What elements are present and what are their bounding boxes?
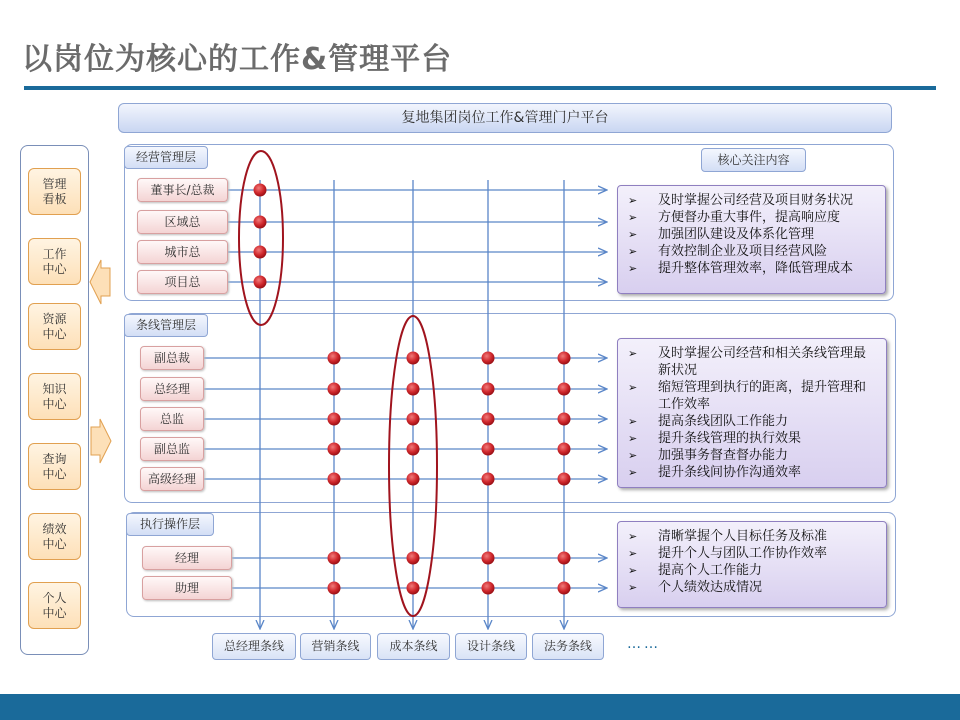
- focus-box-execution: [617, 521, 887, 608]
- more-lines-ellipsis: ……: [627, 636, 661, 652]
- intersection-dot: [482, 582, 495, 595]
- highlight-ellipse-exec-column: [239, 151, 283, 325]
- line-label-design[interactable]: 设计条线: [455, 633, 527, 660]
- intersection-dot: [407, 352, 420, 365]
- role-deputy-director[interactable]: 副总监: [140, 437, 204, 461]
- nav-item-work-center[interactable]: 工作 中心: [28, 238, 81, 285]
- intersection-dot: [482, 552, 495, 565]
- role-vice-president[interactable]: 副总裁: [140, 346, 204, 370]
- focus-item: ➢ 及时掌握公司经营和相关条线管理最新状况: [626, 345, 878, 379]
- intersection-dot: [482, 352, 495, 365]
- role-chairman[interactable]: 董事长/总裁: [137, 178, 228, 202]
- role-assistant[interactable]: 助理: [142, 576, 232, 600]
- intersection-dot: [558, 383, 571, 396]
- focus-box-line-management: [617, 338, 887, 488]
- intersection-dot: [328, 473, 341, 486]
- line-label-cost[interactable]: 成本条线: [377, 633, 450, 660]
- intersection-dot: [407, 473, 420, 486]
- focus-item: ➢ 个人绩效达成情况: [626, 579, 878, 596]
- nav-item-performance-center[interactable]: 绩效 中心: [28, 513, 81, 560]
- nav-item-personal-center[interactable]: 个人 中心: [28, 582, 81, 629]
- focus-item: ➢ 提升整体管理效率，降低管理成本: [626, 260, 877, 277]
- intersection-dot: [558, 473, 571, 486]
- layer-label-line-management: 条线管理层: [124, 314, 208, 337]
- intersection-dot: [407, 443, 420, 456]
- intersection-dot: [482, 473, 495, 486]
- intersection-dot: [254, 184, 267, 197]
- focus-item: ➢ 清晰掌握个人目标任务及标准: [626, 528, 878, 545]
- portal-header-bar: 复地集团岗位工作&管理门户平台: [118, 103, 892, 133]
- intersection-dot: [407, 582, 420, 595]
- intersection-dot: [407, 383, 420, 396]
- nav-item-query-center[interactable]: 查询 中心: [28, 443, 81, 490]
- footer-bar: [0, 694, 960, 720]
- focus-item: ➢ 加强事务督查督办能力: [626, 447, 878, 464]
- role-city-head[interactable]: 城市总: [137, 240, 228, 264]
- layer-label-execution: 执行操作层: [126, 513, 214, 536]
- focus-box-operations: [617, 185, 886, 294]
- focus-item: ➢ 缩短管理到执行的距离，提升管理和工作效率: [626, 379, 878, 413]
- intersection-dot: [558, 352, 571, 365]
- focus-item: ➢ 提高条线团队工作能力: [626, 413, 878, 430]
- focus-item: ➢ 提升个人与团队工作协作效率: [626, 545, 878, 562]
- intersection-dot: [558, 552, 571, 565]
- role-senior-manager[interactable]: 高级经理: [140, 467, 204, 491]
- focus-item: ➢ 提升条线间协作沟通效率: [626, 464, 878, 481]
- role-manager[interactable]: 经理: [142, 546, 232, 570]
- line-label-gm[interactable]: 总经理条线: [212, 633, 296, 660]
- focus-item: ➢ 加强团队建设及体系化管理: [626, 226, 877, 243]
- intersection-dot: [558, 582, 571, 595]
- role-regional-head[interactable]: 区域总: [137, 210, 228, 234]
- focus-item: ➢ 提升条线管理的执行效果: [626, 430, 878, 447]
- intersection-dot: [328, 443, 341, 456]
- intersection-dot: [558, 413, 571, 426]
- intersection-dot: [328, 413, 341, 426]
- layer-label-operations: 经营管理层: [124, 146, 208, 169]
- role-general-manager[interactable]: 总经理: [140, 377, 204, 401]
- intersection-dot: [254, 216, 267, 229]
- role-project-head[interactable]: 项目总: [137, 270, 228, 294]
- focus-item: ➢ 有效控制企业及项目经营风险: [626, 243, 877, 260]
- nav-item-knowledge-center[interactable]: 知识 中心: [28, 373, 81, 420]
- page-title: 以岗位为核心的工作&管理平台: [22, 42, 453, 77]
- intersection-dot: [482, 413, 495, 426]
- intersection-dot: [482, 383, 495, 396]
- role-director[interactable]: 总监: [140, 407, 204, 431]
- intersection-dot: [328, 582, 341, 595]
- focus-item: ➢ 及时掌握公司经营及项目财务状况: [626, 192, 877, 209]
- line-label-marketing[interactable]: 营销条线: [300, 633, 371, 660]
- focus-item: ➢ 提高个人工作能力: [626, 562, 878, 579]
- intersection-dot: [328, 552, 341, 565]
- intersection-dot: [328, 383, 341, 396]
- intersection-dot: [254, 276, 267, 289]
- intersection-dot: [407, 413, 420, 426]
- nav-arrow-left: [90, 260, 110, 304]
- intersection-dot: [558, 443, 571, 456]
- intersection-dot: [328, 352, 341, 365]
- intersection-dot: [254, 246, 267, 259]
- intersection-dot: [407, 552, 420, 565]
- nav-item-dashboard[interactable]: 管理 看板: [28, 168, 81, 215]
- nav-arrow-right: [91, 419, 111, 463]
- focus-item: ➢ 方便督办重大事件，提高响应度: [626, 209, 877, 226]
- focus-content-label: 核心关注内容: [701, 148, 806, 172]
- nav-item-resource-center[interactable]: 资源 中心: [28, 303, 81, 350]
- intersection-dot: [482, 443, 495, 456]
- line-label-legal[interactable]: 法务条线: [532, 633, 604, 660]
